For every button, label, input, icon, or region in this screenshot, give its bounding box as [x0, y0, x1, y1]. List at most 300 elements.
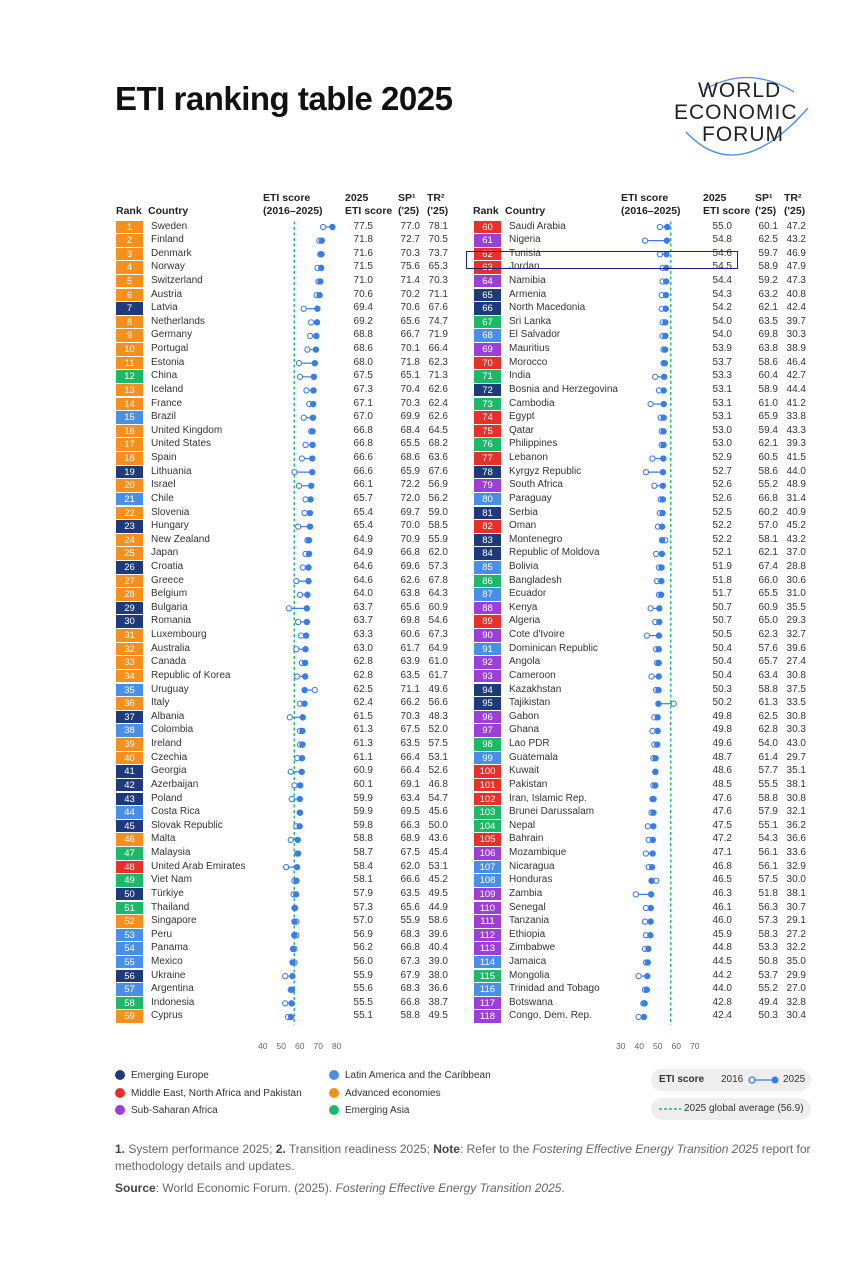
dot-2025: [656, 660, 662, 666]
tr-value: 37.0: [786, 547, 806, 559]
rank-badge: 40: [116, 752, 143, 765]
dot-2016: [296, 361, 301, 366]
dot-2025: [306, 551, 312, 557]
eti-2025-value: 67.3: [353, 383, 373, 395]
country-name: Croatia: [151, 561, 184, 572]
rank-badge: 64: [474, 275, 501, 288]
eti-2025-value: 53.9: [712, 343, 732, 355]
country-name: Tanzania: [509, 915, 550, 927]
rank-badge: 65: [474, 289, 501, 302]
dot-2025: [293, 878, 299, 884]
country-name: Portugal: [151, 343, 189, 355]
dot-2016: [288, 837, 293, 842]
dot-2025: [650, 837, 656, 843]
eti-2025-value: 50.4: [712, 642, 732, 654]
country-name: Lithuania: [151, 465, 192, 477]
sp-value: 60.4: [758, 370, 778, 382]
sp-value: 55.2: [758, 479, 778, 491]
dot-2016: [654, 551, 659, 556]
tr-value: 62.4: [428, 397, 448, 409]
tr-value: 56.2: [428, 492, 448, 504]
country-name: Cameroon: [509, 669, 556, 681]
axis-tick-label: 80: [332, 1041, 342, 1051]
eti-2025-value: 55.6: [353, 983, 373, 995]
dot-2016: [287, 715, 292, 720]
sp-value: 58.3: [758, 928, 778, 940]
eti-2025-value: 55.1: [353, 1010, 373, 1022]
eti-2025-value: 47.6: [712, 792, 732, 804]
sp-value: 70.1: [400, 343, 420, 355]
tr-value: 38.9: [786, 343, 806, 355]
country-name: Brazil: [151, 411, 177, 423]
eti-2025-value: 68.6: [353, 343, 373, 355]
dot-2025: [661, 414, 667, 420]
rank-badge: 68: [474, 329, 501, 342]
dot-2025: [319, 237, 325, 243]
tr-value: 67.8: [428, 574, 448, 586]
eti-2025-value: 47.6: [712, 806, 732, 818]
tr-value: 39.3: [786, 438, 806, 450]
country-name: Switzerland: [151, 274, 203, 286]
sp-value: 66.8: [400, 547, 420, 559]
country-name: Chile: [151, 492, 174, 504]
sp-value: 58.8: [400, 1010, 420, 1022]
rank-badge: 39: [116, 738, 143, 751]
country-name: Dominican Republic: [509, 642, 598, 654]
dot-2025: [650, 796, 656, 802]
dot-2025: [288, 1014, 294, 1020]
country-name: Morocco: [509, 356, 548, 368]
rank-badge: 111: [474, 915, 501, 928]
dot-2025: [309, 428, 315, 434]
country-name: Montenegro: [509, 533, 563, 545]
dot-2016: [649, 674, 654, 679]
eti-2025-value: 63.0: [353, 642, 373, 654]
page-title: ETI ranking table 2025: [115, 80, 453, 117]
dumbbell-key-icon: [747, 1074, 781, 1086]
rank-badge: 112: [474, 929, 501, 942]
sp-value: 67.5: [400, 724, 420, 736]
tr-value: 30.3: [786, 329, 806, 341]
tr-value: 30.8: [786, 792, 806, 804]
country-name: Japan: [151, 547, 179, 559]
rank-badge: 34: [116, 670, 143, 683]
sp-value: 62.5: [758, 710, 778, 722]
dot-2016: [297, 374, 302, 379]
legend-label: Latin America and the Caribbean: [345, 1070, 491, 1081]
dot-2025: [652, 769, 658, 775]
country-name: Cambodia: [509, 397, 555, 409]
rank-badge: 51: [116, 902, 143, 915]
tr-value: 36.6: [428, 983, 448, 995]
eti-2025-value: 62.8: [353, 656, 373, 668]
country-name: Zambia: [509, 887, 543, 899]
sp-value: 59.2: [758, 274, 778, 286]
sp-value: 61.3: [758, 697, 778, 709]
rank-badge: 85: [474, 561, 501, 574]
tr-value: 59.0: [428, 506, 448, 518]
eti-2025-value: 52.7: [712, 465, 732, 477]
rank-badge: 101: [474, 779, 501, 792]
dot-2025: [659, 537, 665, 543]
sp-value: 70.2: [400, 288, 420, 300]
tr-value: 40.8: [786, 288, 806, 300]
country-name: Ghana: [509, 724, 540, 736]
header-tr: TR² ('25): [427, 192, 449, 217]
country-name: Sweden: [151, 220, 188, 232]
rank-badge: 79: [474, 479, 501, 492]
dot-2016: [642, 919, 647, 924]
dot-2025: [291, 918, 297, 924]
eti-2025-value: 46.5: [712, 874, 732, 886]
country-name: Bolivia: [509, 561, 539, 572]
dot-2016: [309, 320, 314, 325]
sp-value: 71.1: [400, 683, 420, 695]
country-name: Republic of Korea: [151, 669, 231, 681]
country-name: Egypt: [509, 411, 535, 423]
dot-2025: [656, 673, 662, 679]
tr-value: 52.0: [428, 724, 448, 736]
sp-value: 56.1: [758, 847, 778, 859]
rank-badge: 48: [116, 861, 143, 874]
dot-2016: [292, 783, 297, 788]
rank-badge: 82: [474, 520, 501, 533]
rank-badge: 56: [116, 970, 143, 983]
country-name: Saudi Arabia: [509, 220, 566, 232]
sp-value: 71.4: [400, 274, 420, 286]
country-name: Mexico: [151, 955, 183, 967]
dot-2025: [307, 523, 313, 529]
country-name: North Macedonia: [509, 302, 586, 314]
sp-value: 63.5: [400, 738, 420, 750]
axis-tick-label: 50: [276, 1041, 286, 1051]
eti-2025-value: 64.6: [353, 574, 373, 586]
dot-2025: [305, 564, 311, 570]
rank-badge: 37: [116, 711, 143, 724]
country-name: Türkiye: [151, 887, 184, 899]
tr-value: 32.7: [786, 629, 806, 641]
rank-badge: 78: [474, 466, 501, 479]
country-name: Bulgaria: [151, 601, 188, 613]
eti-2025-value: 67.5: [353, 370, 373, 382]
rank-badge: 49: [116, 874, 143, 887]
eti-2025-value: 66.6: [353, 452, 373, 464]
eti-2025-value: 50.4: [712, 669, 732, 681]
eti-2025-value: 49.8: [712, 710, 732, 722]
rank-badge: 94: [474, 684, 501, 697]
dot-2025: [297, 782, 303, 788]
sp-value: 53.7: [758, 969, 778, 981]
tr-value: 44.4: [786, 383, 806, 395]
tr-value: 39.0: [428, 955, 448, 967]
sp-value: 66.4: [400, 765, 420, 777]
dot-2025: [307, 510, 313, 516]
eti-2025-value: 46.3: [712, 887, 732, 899]
country-name: Jordan: [509, 261, 540, 273]
dot-2025: [289, 973, 295, 979]
eti-2025-value: 50.7: [712, 615, 732, 627]
rank-badge: 3: [116, 248, 143, 261]
eti-2025-value: 44.0: [712, 983, 732, 995]
tr-value: 62.6: [428, 411, 448, 423]
dot-2025: [662, 333, 668, 339]
country-name: Cyprus: [151, 1010, 183, 1022]
dot-2016: [303, 442, 308, 447]
country-name: United Arab Emirates: [151, 860, 246, 872]
rank-badge: 45: [116, 820, 143, 833]
eti-2025-value: 54.2: [712, 302, 732, 314]
dot-2025: [307, 496, 313, 502]
tr-value: 57.5: [428, 738, 448, 750]
country-name: Israel: [151, 479, 176, 491]
eti-2025-value: 48.7: [712, 751, 732, 763]
tr-value: 61.7: [428, 669, 448, 681]
sp-value: 68.3: [400, 928, 420, 940]
dot-2025: [654, 728, 660, 734]
sp-value: 62.8: [758, 724, 778, 736]
rank-badge: 1: [116, 221, 143, 234]
tr-value: 53.1: [428, 860, 448, 872]
rank-badge: 106: [474, 847, 501, 860]
axis-tick-label: 40: [258, 1041, 268, 1051]
country-name: Georgia: [151, 765, 187, 777]
dot-2025: [288, 1000, 294, 1006]
sp-value: 70.0: [400, 520, 420, 532]
sp-value: 67.9: [400, 969, 420, 981]
tr-value: 73.7: [428, 247, 448, 259]
eti-2025-value: 53.7: [712, 356, 732, 368]
rank-badge: 87: [474, 588, 501, 601]
sp-value: 68.9: [400, 833, 420, 845]
eti-2025-value: 71.8: [353, 234, 373, 246]
axis-tick-label: 60: [295, 1041, 305, 1051]
eti-2025-value: 45.9: [712, 928, 732, 940]
country-name: Serbia: [509, 506, 538, 518]
tr-value: 30.6: [786, 574, 806, 586]
dot-2025: [310, 387, 316, 393]
rank-badge: 22: [116, 507, 143, 520]
eti-2025-value: 42.4: [712, 1010, 732, 1022]
tr-value: 30.7: [786, 901, 806, 913]
country-name: Mozambique: [509, 847, 567, 859]
dot-2025: [302, 660, 308, 666]
country-name: Italy: [151, 697, 170, 709]
country-name: Czechia: [151, 751, 188, 763]
dot-2025: [652, 782, 658, 788]
dot-2016: [304, 388, 309, 393]
eti-2025-value: 50.7: [712, 601, 732, 613]
dot-2025: [656, 646, 662, 652]
tr-value: 65.3: [428, 261, 448, 273]
tr-value: 49.6: [428, 683, 448, 695]
dot-2016: [283, 1001, 288, 1006]
rank-badge: 58: [116, 997, 143, 1010]
rank-badge: 29: [116, 602, 143, 615]
eti-2025-value: 51.9: [712, 561, 732, 572]
dot-2025: [299, 755, 305, 761]
tr-value: 64.9: [428, 642, 448, 654]
dot-2016: [312, 687, 317, 692]
country-name: Uruguay: [151, 683, 189, 695]
sp-value: 70.3: [400, 247, 420, 259]
sp-value: 65.6: [400, 315, 420, 327]
dot-2016: [299, 456, 304, 461]
dot-2016: [636, 1014, 641, 1019]
dot-2016: [653, 374, 658, 379]
rank-badge: 99: [474, 752, 501, 765]
tr-value: 39.6: [786, 642, 806, 654]
rank-badge: 8: [116, 316, 143, 329]
eti-2025-value: 54.0: [712, 315, 732, 327]
eti-2025-value: 61.3: [353, 724, 373, 736]
dot-2025: [302, 673, 308, 679]
dot-2016: [289, 796, 294, 801]
rank-badge: 73: [474, 398, 501, 411]
tr-value: 70.3: [428, 274, 448, 286]
axis-tick-label: 70: [690, 1041, 700, 1051]
sp-value: 63.2: [758, 288, 778, 300]
country-name: Philippines: [509, 438, 558, 450]
sp-value: 67.5: [400, 847, 420, 859]
eti-2025-value: 50.4: [712, 656, 732, 668]
country-name: Bangladesh: [509, 574, 562, 586]
dot-2025: [662, 360, 668, 366]
country-name: Pakistan: [509, 778, 548, 790]
dot-2025: [314, 306, 320, 312]
sp-value: 66.2: [400, 697, 420, 709]
rank-badge: 6: [116, 289, 143, 302]
sp-value: 60.2: [758, 506, 778, 518]
header-tr-right: TR² ('25): [784, 192, 806, 217]
sp-value: 66.8: [758, 492, 778, 504]
country-name: Botswana: [509, 996, 553, 1008]
tr-value: 27.4: [786, 656, 806, 668]
sp-value: 57.3: [758, 915, 778, 927]
rank-badge: 57: [116, 983, 143, 996]
tr-value: 32.9: [786, 860, 806, 872]
dot-2025: [660, 428, 666, 434]
sp-value: 51.8: [758, 887, 778, 899]
dot-2016: [292, 470, 297, 475]
rank-badge: 30: [116, 615, 143, 628]
rank-badge: 92: [474, 656, 501, 669]
country-name: Austria: [151, 288, 183, 300]
sp-value: 62.1: [758, 547, 778, 559]
dot-2025: [644, 973, 650, 979]
sp-value: 49.4: [758, 996, 778, 1008]
eti-2025-value: 61.1: [353, 751, 373, 763]
sp-value: 63.8: [400, 588, 420, 600]
dot-2016: [302, 510, 307, 515]
tr-value: 27.2: [786, 928, 806, 940]
dot-2025: [660, 483, 666, 489]
tr-value: 46.9: [786, 247, 806, 259]
country-name: Angola: [509, 656, 541, 668]
rank-badge: 84: [474, 547, 501, 560]
rank-badge: 44: [116, 806, 143, 819]
dot-2025: [304, 619, 310, 625]
eti-2025-value: 53.1: [712, 383, 732, 395]
country-name: Luxembourg: [151, 629, 207, 641]
rank-badge: 14: [116, 398, 143, 411]
dot-2016: [296, 619, 301, 624]
dot-2025: [649, 864, 655, 870]
sp-value: 55.5: [758, 778, 778, 790]
dot-2016: [286, 606, 291, 611]
eti-2025-value: 54.5: [712, 261, 732, 273]
dot-2025: [662, 319, 668, 325]
tr-value: 55.9: [428, 533, 448, 545]
tr-value: 35.5: [786, 601, 806, 613]
dot-2025: [662, 346, 668, 352]
rank-badge: 88: [474, 602, 501, 615]
rank-badge: 70: [474, 357, 501, 370]
sp-value: 60.1: [758, 220, 778, 232]
country-name: Brunei Darussalam: [509, 806, 595, 818]
eti-2025-value: 54.0: [712, 329, 732, 341]
country-name: Lebanon: [509, 452, 548, 464]
rank-badge: 67: [474, 316, 501, 329]
eti-2025-value: 71.6: [353, 247, 373, 259]
sp-value: 63.5: [400, 669, 420, 681]
eti-2025-value: 70.6: [353, 288, 373, 300]
eti-2025-value: 49.8: [712, 724, 732, 736]
tr-value: 43.6: [428, 833, 448, 845]
dot-2025: [300, 714, 306, 720]
dot-2025: [297, 796, 303, 802]
sp-value: 59.4: [758, 424, 778, 436]
country-name: Iran, Islamic Rep.: [509, 792, 587, 804]
eti-2025-value: 42.8: [712, 996, 732, 1008]
sp-value: 69.5: [400, 806, 420, 818]
eti-2025-value: 68.0: [353, 356, 373, 368]
country-name: Ukraine: [151, 969, 186, 981]
rank-badge: 33: [116, 656, 143, 669]
sp-value: 58.1: [758, 533, 778, 545]
dot-2016: [633, 892, 638, 897]
rank-badge: 41: [116, 765, 143, 778]
country-name: New Zealand: [151, 533, 210, 545]
tr-value: 56.9: [428, 479, 448, 491]
sp-value: 66.7: [400, 329, 420, 341]
axis-tick-label: 70: [313, 1041, 323, 1051]
sp-value: 68.4: [400, 424, 420, 436]
sp-value: 62.1: [758, 438, 778, 450]
country-name: Mongolia: [509, 969, 550, 981]
sp-value: 65.6: [400, 901, 420, 913]
legend-dot-icon: [329, 1088, 339, 1098]
rank-badge: 25: [116, 547, 143, 560]
tr-value: 71.1: [428, 288, 448, 300]
country-name: Cote d'Ivoire: [509, 629, 565, 641]
tr-value: 41.5: [786, 452, 806, 464]
country-name: Singapore: [151, 915, 197, 927]
rank-badge: 95: [474, 697, 501, 710]
rank-badge: 75: [474, 425, 501, 438]
legend-dot-icon: [115, 1105, 125, 1115]
dot-2025: [656, 619, 662, 625]
tr-value: 47.3: [786, 274, 806, 286]
tr-value: 42.7: [786, 370, 806, 382]
country-name: Namibia: [509, 274, 546, 286]
dot-2025: [292, 905, 298, 911]
dot-2025: [649, 850, 655, 856]
sp-value: 55.9: [400, 915, 420, 927]
rank-badge: 118: [474, 1010, 501, 1023]
axis-tick-label: 60: [671, 1041, 681, 1051]
sp-value: 50.3: [758, 1010, 778, 1022]
eti-2025-value: 62.8: [353, 669, 373, 681]
